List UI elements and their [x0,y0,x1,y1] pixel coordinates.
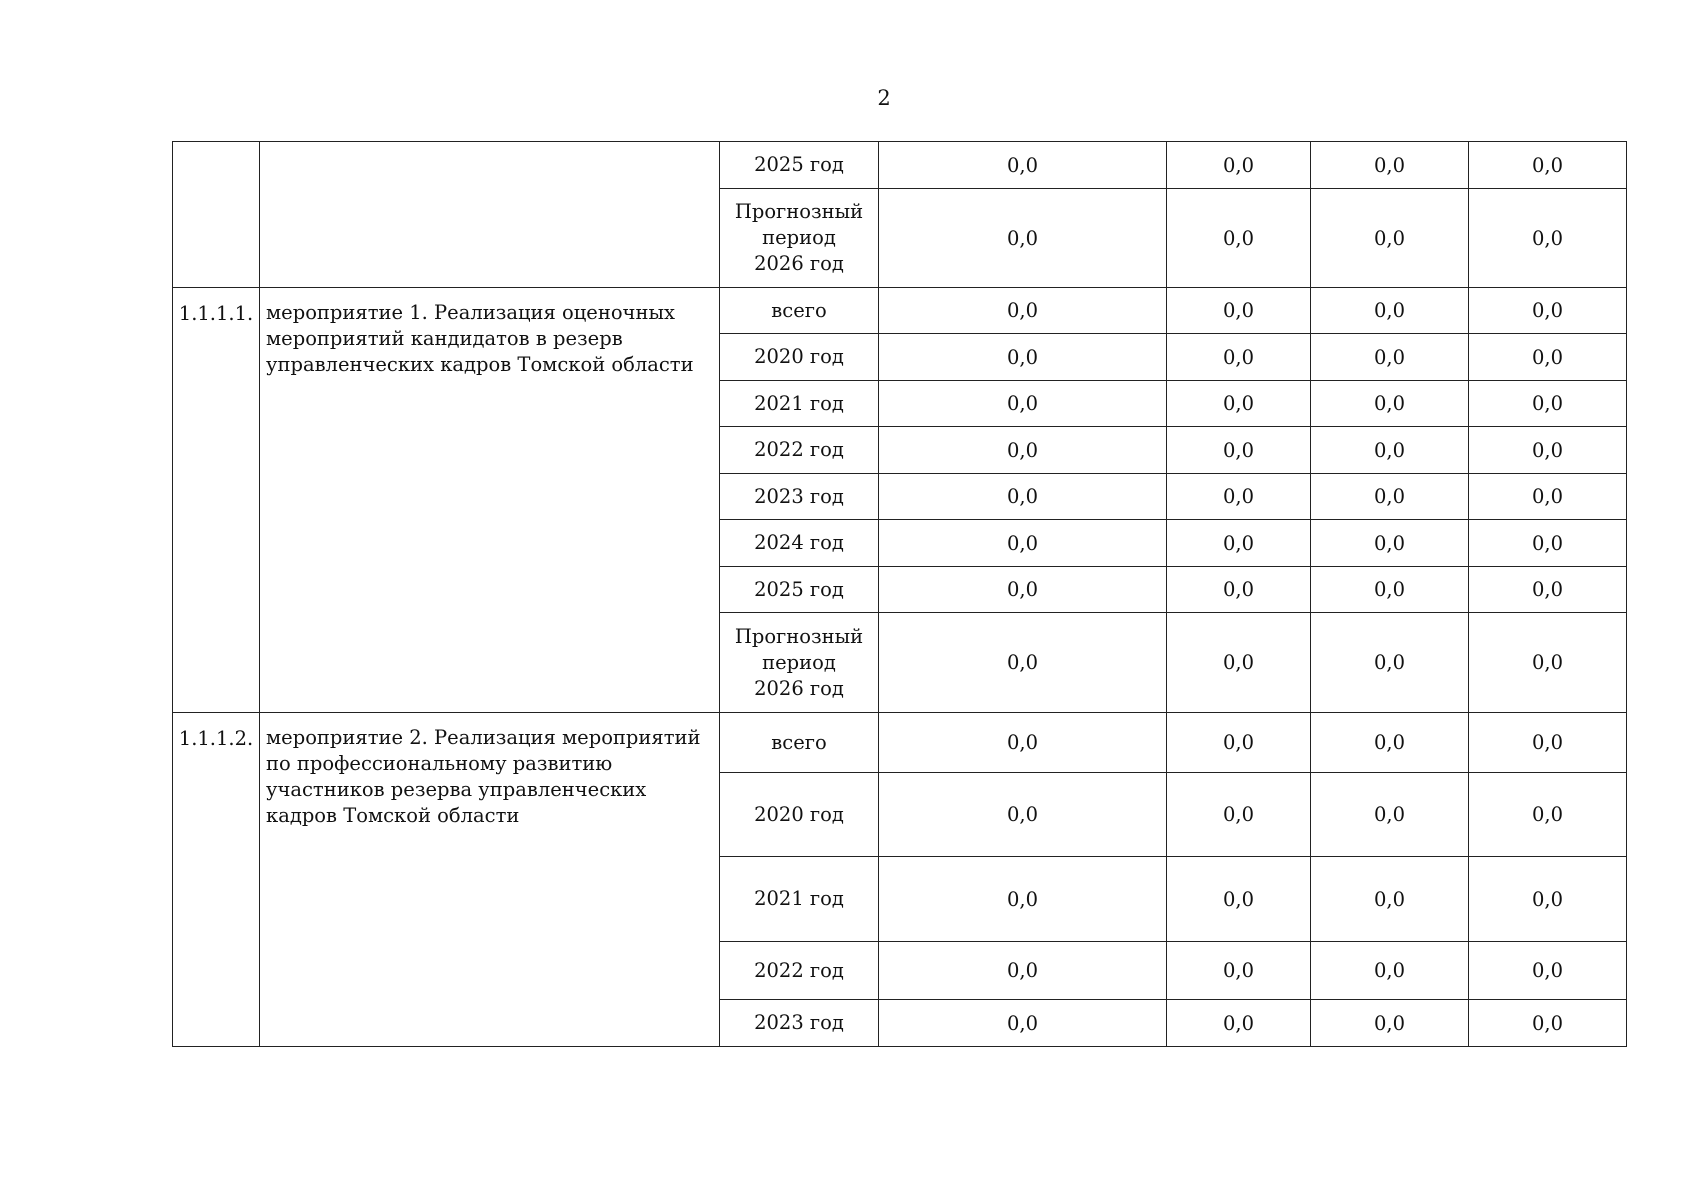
period-label-line: Прогнозный [734,200,864,223]
period-label-line: период [762,226,836,249]
value-cell: 0,0 [1469,142,1627,189]
period-label-line: 2026 год [754,252,844,275]
value-cell: 0,0 [1469,857,1627,942]
period-cell [720,189,879,288]
value-cell: 0,0 [1167,427,1311,474]
value-cell: 0,0 [1167,1000,1311,1047]
value-cell: 0,0 [1311,142,1469,189]
value-cell: 0,0 [1469,189,1627,288]
value-cell: 0,0 [1311,288,1469,334]
period-label-line: всего [771,298,827,322]
value-cell: 0,0 [879,427,1167,474]
value-cell: 0,0 [1469,1000,1627,1047]
period-label-line: 2023 год [754,484,844,508]
budget-table [172,141,1627,1047]
value-cell: 0,0 [1167,713,1311,773]
value-cell: 0,0 [1311,567,1469,613]
period-label-line: 2023 год [754,1011,844,1034]
value-cell: 0,0 [1311,381,1469,427]
value-cell: 0,0 [879,520,1167,567]
period-label-line: Прогнозный [734,624,864,648]
activity-name-cell: мероприятие 1. Реализация оценочных мероприятий кандидатов в резерв управленческих кадров Томской области [260,288,720,713]
value-cell: 0,0 [1469,713,1627,773]
value-cell: 0,0 [1311,773,1469,857]
value-cell: 0,0 [1167,773,1311,857]
value-cell: 0,0 [1167,942,1311,1000]
value-cell: 0,0 [879,942,1167,1000]
value-cell: 0,0 [1311,189,1469,288]
value-cell: 0,0 [1311,713,1469,773]
period-cell [720,334,879,381]
value-cell: 0,0 [879,713,1167,773]
table-row [173,713,1627,773]
value-cell: 0,0 [1311,857,1469,942]
period-label-line: всего [771,730,827,754]
value-cell: 0,0 [1167,189,1311,288]
value-cell: 0,0 [879,857,1167,942]
row-number-cell: 1.1.1.1. [173,288,260,713]
period-cell [720,942,879,1000]
value-cell: 0,0 [1311,427,1469,474]
period-cell [720,713,879,773]
period-label-line: 2025 год [754,577,844,601]
value-cell: 0,0 [879,613,1167,713]
value-cell: 0,0 [879,567,1167,613]
activity-name-cell [260,142,720,288]
period-label-line: 2025 год [754,153,844,176]
value-cell: 0,0 [1469,942,1627,1000]
period-cell [720,381,879,427]
period-cell [720,567,879,613]
table-row [173,142,1627,189]
value-cell: 0,0 [1469,520,1627,567]
period-label-line: 2024 год [754,531,844,554]
period-label-line: 2020 год [754,802,844,826]
activity-name-cell: мероприятие 2. Реализация мероприятий по профессиональному развитию участников резерва управленческих кадров Томской области [260,713,720,1047]
table-row [173,288,1627,334]
value-cell: 0,0 [879,381,1167,427]
value-cell: 0,0 [1469,613,1627,713]
value-cell: 0,0 [1167,142,1311,189]
value-cell: 0,0 [1469,427,1627,474]
value-cell: 0,0 [879,474,1167,520]
period-cell [720,288,879,334]
value-cell: 0,0 [1167,567,1311,613]
period-cell [720,474,879,520]
budget-table-body [173,142,1627,1047]
value-cell: 0,0 [1469,773,1627,857]
period-label-line: 2026 год [754,676,844,700]
period-cell [720,520,879,567]
value-cell: 0,0 [879,142,1167,189]
value-cell: 0,0 [1311,1000,1469,1047]
value-cell: 0,0 [1469,474,1627,520]
value-cell: 0,0 [879,773,1167,857]
value-cell: 0,0 [1311,474,1469,520]
page-number: 2 [877,86,891,110]
value-cell: 0,0 [1167,613,1311,713]
value-cell: 0,0 [879,288,1167,334]
period-label-line: 2022 год [754,958,844,982]
value-cell: 0,0 [1469,288,1627,334]
value-cell: 0,0 [1167,474,1311,520]
period-cell [720,142,879,189]
period-label-line: 2020 год [754,345,844,368]
value-cell: 0,0 [879,189,1167,288]
value-cell: 0,0 [1469,334,1627,381]
row-number-cell [173,142,260,288]
period-cell [720,1000,879,1047]
row-number-cell: 1.1.1.2. [173,713,260,1047]
value-cell: 0,0 [1311,334,1469,381]
value-cell: 0,0 [1311,942,1469,1000]
period-label-line: 2021 год [754,887,844,910]
period-label-line: 2022 год [754,438,844,461]
value-cell: 0,0 [1311,613,1469,713]
period-label-line: 2021 год [754,391,844,415]
period-cell [720,427,879,474]
period-label-line: период [762,650,836,674]
value-cell: 0,0 [1167,381,1311,427]
period-cell [720,857,879,942]
period-cell [720,613,879,713]
value-cell: 0,0 [1167,334,1311,381]
value-cell: 0,0 [1311,520,1469,567]
value-cell: 0,0 [879,1000,1167,1047]
value-cell: 0,0 [1469,381,1627,427]
value-cell: 0,0 [1167,520,1311,567]
value-cell: 0,0 [879,334,1167,381]
period-cell [720,773,879,857]
value-cell: 0,0 [1167,857,1311,942]
value-cell: 0,0 [1167,288,1311,334]
value-cell: 0,0 [1469,567,1627,613]
